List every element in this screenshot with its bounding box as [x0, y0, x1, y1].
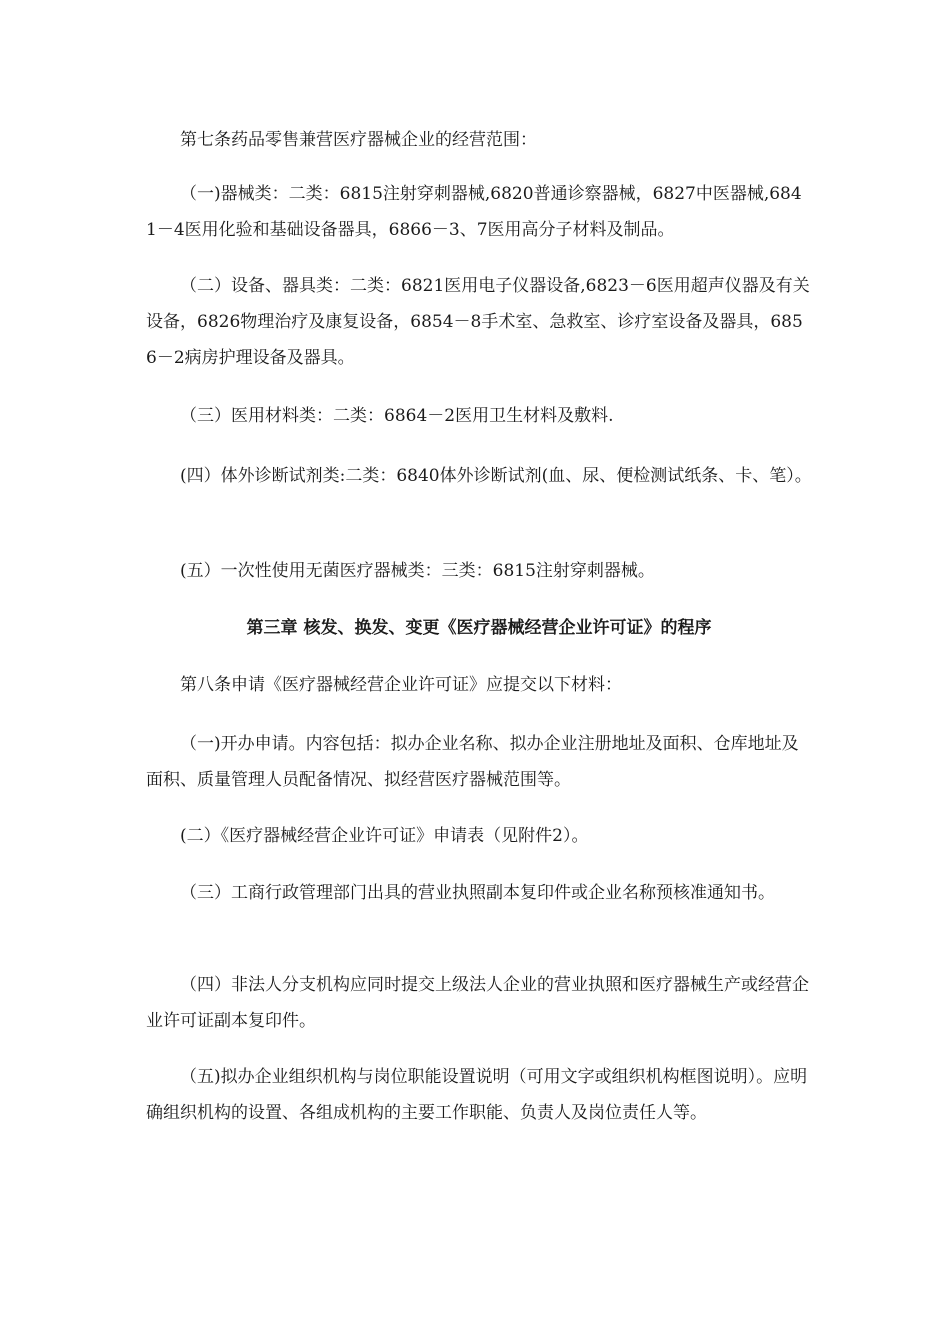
article-8-item-2: (二）《医疗器械经营企业许可证》申请表（见附件2）。	[180, 826, 589, 846]
article-8-item-5: （五)拟办企业组织机构与岗位职能设置说明（可用文字或组织机构框图说明）。应明确组织机构的设置、各组成机构的主要工作职能、负责人及岗位责任人等。	[146, 1067, 808, 1123]
article-8-item-4: （四）非法人分支机构应同时提交上级法人企业的营业执照和医疗器械生产或经营企业许可证副本复印件。	[146, 975, 809, 1031]
article-7: 第七条药品零售兼营医疗器械企业的经营范围：	[180, 130, 537, 150]
article-8: 第八条申请《医疗器械经营企业许可证》应提交以下材料：	[180, 675, 622, 695]
article-7-item-4: (四）体外诊断试剂类:二类：6840体外诊断试剂(血、尿、便检测试纸条、卡、笔）。	[180, 466, 812, 486]
article-7-item-1: （一)器械类：二类：6815注射穿刺器械,6820普通诊察器械，6827中医器械,6841－4医用化验和基础设备器具，6866－3、7医用高分子材料及制品。	[146, 184, 802, 240]
chapter-3-heading: 第三章 核发、换发、变更《医疗器械经营企业许可证》的程序	[246, 618, 712, 638]
article-8-item-3: （三）工商行政管理部门出具的营业执照副本复印件或企业名称预核准通知书。	[180, 883, 775, 903]
article-7-item-3: （三）医用材料类：二类：6864－2医用卫生材料及敷料.	[180, 406, 614, 426]
article-8-item-1: （一)开办申请。内容包括：拟办企业名称、拟办企业注册地址及面积、仓库地址及面积、质量管理人员配备情况、拟经营医疗器械范围等。	[146, 734, 799, 790]
article-7-item-5: (五）一次性使用无菌医疗器械类：三类：6815注射穿刺器械。	[180, 561, 655, 581]
article-7-item-2: （二）设备、器具类：二类：6821医用电子仪器设备,6823－6医用超声仪器及有关设备，6826物理治疗及康复设备，6854－8手术室、急救室、诊疗室设备及器具，6856－2病房护理设备及器具。	[146, 276, 810, 368]
